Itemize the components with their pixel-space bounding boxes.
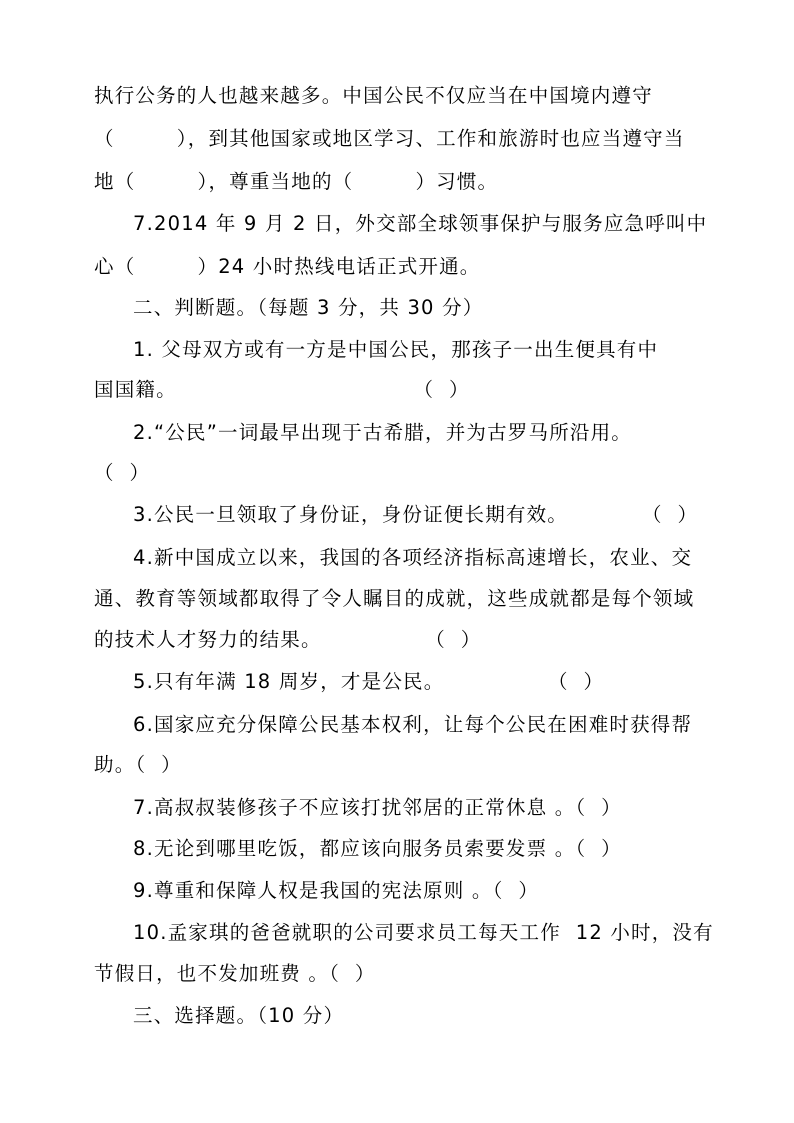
- tf-question-10-line-2: 节假日，也不发加班费 。（ ）: [94, 962, 376, 985]
- tf-question-4-line-3: 的技术人才努力的结果。 （ ）: [94, 628, 482, 651]
- text-line-1: 执行公务的人也越来越多。中国公民不仅应当在中国境内遵守: [94, 84, 653, 107]
- text-line-2: （ ），到其他国家或地区学习、工作和旅游时也应当遵守当: [94, 127, 685, 150]
- tf-question-6-line-1: 6.国家应充分保障公民基本权利，让每个公民在困难时获得帮: [133, 713, 693, 736]
- tf-question-4-line-1: 4.新中国成立以来，我国的各项经济指标高速增长，农业、交: [133, 546, 693, 569]
- text-line-3: 地（ ），尊重当地的（ ）习惯。: [94, 170, 499, 193]
- question-7-line-2: 心（ ）24 小时热线电话正式开通。: [94, 255, 481, 278]
- tf-question-1-line-1: 1. 父母双方或有一方是中国公民，那孩子一出生便具有中: [133, 338, 659, 361]
- tf-question-4-line-2: 通、教育等领域都取得了令人瞩目的成就，这些成就都是每个领域: [94, 587, 695, 610]
- section-heading-true-false: 二、判断题。（每题 3 分，共 30 分）: [133, 296, 484, 319]
- tf-question-1-line-2: 国国籍。 （ ）: [94, 378, 470, 401]
- tf-question-8: 8.无论到哪里吃饭，都应该向服务员索要发票 。（ ）: [133, 837, 622, 860]
- tf-question-9: 9.尊重和保障人权是我国的宪法原则 。（ ）: [133, 879, 540, 902]
- tf-question-10-line-1: 10.孟家琪的爸爸就职的公司要求员工每天工作 12 小时，没有: [133, 921, 714, 944]
- tf-question-2-line-2: （ ）: [94, 461, 151, 484]
- section-heading-multiple-choice: 三、选择题。（10 分）: [133, 1004, 345, 1027]
- question-7-line-1: 7.2014 年 9 月 2 日，外交部全球领事保护与服务应急呼叫中: [133, 212, 708, 235]
- tf-question-6-line-2: 助。（ ）: [94, 753, 182, 776]
- tf-question-7: 7.高叔叔装修孩子不应该打扰邻居的正常休息 。（ ）: [133, 796, 622, 819]
- tf-question-3: 3.公民一旦领取了身份证，身份证便长期有效。 （ ）: [133, 503, 699, 526]
- tf-question-2-line-1: 2.“公民”一词最早出现于古希腊，并为古罗马所沿用。: [133, 421, 633, 444]
- tf-question-5: 5.只有年满 18 周岁，才是公民。 （ ）: [133, 670, 605, 693]
